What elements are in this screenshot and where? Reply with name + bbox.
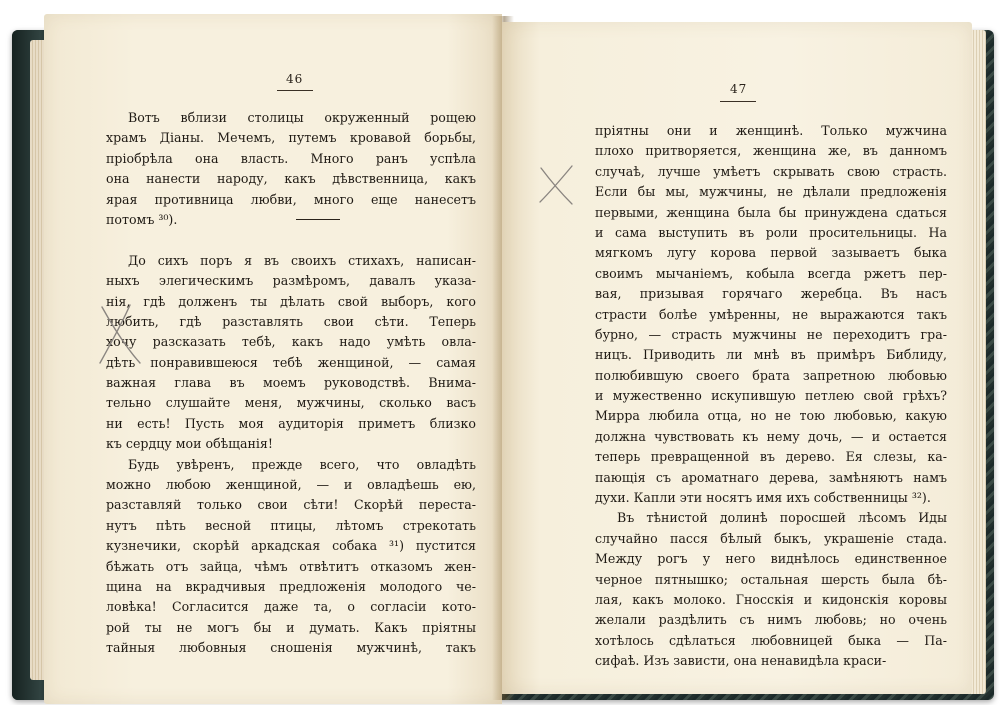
page-number: 47: [730, 82, 748, 96]
text-line: ныхъ элегическимъ размѣромъ, давалъ указа-: [106, 273, 476, 289]
text-line: Мирра любила отца, но не тою любовью, какую: [595, 408, 947, 424]
text-line: нія, гдѣ долженъ ты дѣлать свой выборъ, кого: [106, 293, 476, 309]
text-line: случаѣ, лучше умѣетъ скрывать свою страсть.: [595, 163, 947, 179]
text-line: теперь превращенной въ дерево. Ея слезы, ка-: [595, 449, 947, 465]
text-line: Если бы мы, мужчины, не дѣлали предложенія: [595, 184, 947, 200]
text-line: ярая противница любви, много еще нанесетъ: [106, 191, 476, 207]
text-line: своимъ мычаніемъ, кобыла всегда ржетъ пер-: [595, 265, 947, 281]
text-line: важная глава въ моемъ руководствѣ. Внима-: [106, 375, 476, 391]
pencil-x-mark: [96, 299, 146, 369]
text-line: черное пятнышко; остальная шерсть была бѣ-: [595, 571, 947, 587]
text-line: рой ты не могъ бы и думать. Какъ пріятны: [106, 619, 476, 635]
text-line: духи. Капли эти носятъ имя ихъ собственницы ³²).: [595, 490, 931, 506]
text-line: пающія съ ароматнаго дерева, замѣняютъ намъ: [595, 469, 947, 485]
text-line: къ сердцу мои обѣщанія!: [106, 436, 273, 452]
text-line: страсти болѣе умѣренны, не выражаются такъ: [595, 306, 947, 322]
text-line: Вотъ вблизи столицы окруженный рощею: [128, 110, 476, 125]
text-line: хочу разсказать тебѣ, какъ надо умѣть овла-: [106, 334, 476, 350]
text-line: желали раздѣлить съ нимъ любовь; но очень: [595, 612, 947, 628]
text-line: [106, 230, 476, 250]
text-line: Въ тѣнистой долинѣ поросшей лѣсомъ Иды: [617, 510, 947, 526]
text-line: любить, гдѣ разставлять свои сѣти. Теперь: [106, 313, 476, 329]
left-page: [44, 14, 502, 704]
text-line: пріятны они и женщинѣ. Только мужчина: [595, 123, 947, 138]
text-line: вая, призывая горячаго жеребца. Въ насъ: [595, 286, 947, 302]
page-text: [106, 108, 476, 659]
text-line: мягкомъ лугу корова первой зазываетъ быка: [595, 245, 947, 261]
text-line: лая, какъ молоко. Гносскія и кидонскія коровы: [595, 591, 947, 607]
text-line: хотѣлось сдѣлаться любовницей быка — Па-: [595, 632, 947, 648]
text-line: нутъ пѣть весной птицы, лѣтомъ стрекотать: [106, 517, 476, 533]
text-line: случайно пасся бѣлый быкъ, украшеніе стада.: [595, 530, 947, 546]
text-line: дѣть понравившеюся тебѣ женщиной, — самая: [106, 354, 476, 370]
text-line: и сама выступить въ роли просительницы. На: [595, 224, 947, 240]
text-line: ницъ. Приводить ли мнѣ въ примѣръ Библиду,: [595, 347, 947, 363]
text-line: первыми, женщина была бы принуждена сдаться: [595, 204, 947, 220]
text-line: Будь увѣренъ, прежде всего, что овладѣть: [128, 456, 476, 472]
text-line: разставляй только свои сѣти! Скорѣй переста-: [106, 497, 476, 513]
text-line: сифаѣ. Изъ зависти, она ненавидѣла краси-: [595, 653, 887, 669]
text-line: плохо притворяется, женщина же, въ данномъ: [595, 143, 947, 159]
section-separator: [296, 219, 340, 220]
text-line: она нанести народу, какъ дѣвственница, какъ: [106, 171, 476, 187]
page-number-rule: [277, 90, 313, 91]
text-line: бурно, — страсть мужчины не переходитъ гра-: [595, 326, 947, 342]
text-line: ни есть! Пусть моя аудиторія приметъ близко: [106, 415, 476, 431]
text-line: Между рогъ у него виднѣлось единственное: [595, 551, 947, 567]
text-line: и мужественно искупившую петлею свой грѣхъ?: [595, 388, 947, 404]
text-line: щина на вкрадчивыя предложенія молодого че-: [106, 578, 476, 594]
page-text: [595, 121, 947, 672]
text-line: тайныя любовныя сношенія мужчинѣ, такъ: [106, 640, 476, 656]
page-number: 46: [286, 72, 304, 86]
text-line: потомъ ³⁰).: [106, 211, 178, 227]
text-line: кузнечики, скорѣй аркадская собака ³¹) пустится: [106, 538, 476, 554]
text-line: пріобрѣла она власть. Много ранъ успѣла: [106, 150, 476, 166]
text-line: должна чувствовать къ нему дочь, — и остается: [595, 428, 947, 444]
page-number-rule: [720, 101, 756, 102]
text-line: тельно слушайте меня, мужчины, сколько васъ: [106, 395, 476, 411]
text-line: полюбившую своего брата запретною любовью: [595, 367, 947, 383]
text-line: ловѣка! Согласится даже та, о согласіи кото-: [106, 599, 476, 615]
pencil-x-mark: [536, 162, 578, 208]
text-line: До сихъ поръ я въ своихъ стихахъ, написан-: [128, 252, 476, 268]
text-line: можно любою женщиной, — и овладѣешь ею,: [106, 477, 476, 493]
text-line: бѣжать отъ зайца, чѣмъ отвѣтитъ отказомъ жен-: [106, 558, 476, 574]
right-page: [502, 22, 972, 694]
text-line: храмъ Діаны. Мечемъ, путемъ кровавой борьбы,: [106, 130, 476, 146]
